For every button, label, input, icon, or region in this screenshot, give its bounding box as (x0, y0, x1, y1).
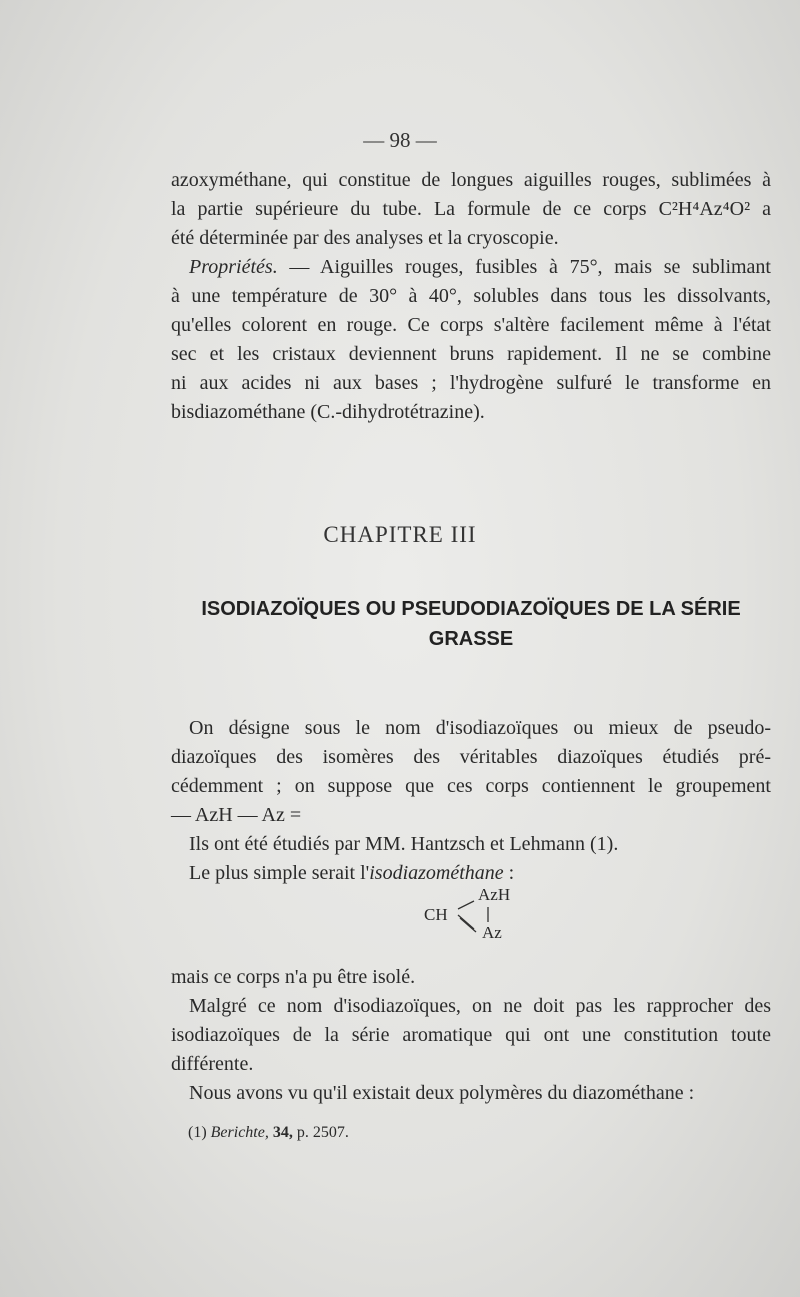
footnote (188, 1124, 349, 1142)
simplest-prefix: Le plus simple serait l' (189, 862, 370, 884)
text-line: été déterminée par des analyses et la cryoscopie. (171, 227, 559, 249)
text-line: différente. (171, 1053, 254, 1075)
text-line: Malgré ce nom d'isodiazoïques, on ne doit pas les rapprocher des (189, 995, 771, 1017)
section-title (171, 594, 771, 654)
text-line: qu'elles colorent en rouge. Ce corps s'altère facilement même à l'état (171, 314, 771, 336)
footnote-volume: 34, (272, 1124, 293, 1141)
footnote-page: p. 2507. (296, 1124, 349, 1141)
chapter-heading: CHAPITRE III (323, 522, 477, 547)
text-line: diazoïques des isomères des véritables diazoïques étudiés pré- (171, 746, 771, 768)
paragraph-isodiazoiques (171, 714, 771, 888)
footnote-journal: Berichte, (210, 1124, 269, 1141)
properties-line (171, 253, 771, 282)
formula-ch: CH (424, 905, 448, 924)
properties-label: Propriétés. (189, 256, 278, 278)
structural-formula (420, 885, 540, 945)
paragraph-conclusion (171, 963, 771, 1108)
text-line: la partie supérieure du tube. La formule de ce corps C²H⁴Az⁴O² a (171, 198, 771, 220)
simplest-suffix: : (503, 862, 515, 884)
page-number: — 98 — (363, 128, 437, 152)
footnote-marker: (1) (188, 1124, 207, 1141)
text-line: isodiazoïques de la série aromatique qui ont une constitution toute (171, 1024, 771, 1046)
text-line: On désigne sous le nom d'isodiazoïques ou mieux de pseudo- (189, 717, 771, 739)
isodiazomethane-term: isodiazométhane (369, 862, 504, 884)
properties-text: — Aiguilles rouges, fusibles à 75°, mais se sublimant (289, 256, 771, 278)
simplest-line (171, 859, 771, 888)
text-line: azoxyméthane, qui constitue de longues aiguilles rouges, sublimées à (171, 169, 771, 191)
text-line: Nous avons vu qu'il existait deux polymères du diazométhane : (189, 1082, 695, 1104)
text-line: Ils ont été étudiés par MM. Hantzsch et Lehmann (1). (189, 833, 619, 855)
text-line: mais ce corps n'a pu être isolé. (171, 966, 416, 988)
formula-az: Az (482, 923, 502, 942)
text-line: — AzH — Az = (171, 804, 302, 826)
text-line: bisdiazométhane (C.-dihydrotétrazine). (171, 401, 485, 423)
text-line: sec et les cristaux deviennent bruns rapidement. Il ne se combine (171, 343, 771, 365)
text-line: à une température de 30° à 40°, solubles dans tous les dissolvants, (171, 285, 771, 307)
text-line: cédemment ; on suppose que ces corps contiennent le groupement (171, 775, 771, 797)
section-title-line: ISODIAZOÏQUES OU PSEUDODIAZOÏQUES DE LA SÉRIE (201, 598, 741, 620)
paragraph-azoxymethane (171, 166, 771, 427)
section-title-line: GRASSE (428, 628, 514, 650)
formula-azh: AzH (478, 885, 511, 904)
text-line: ni aux acides ni aux bases ; l'hydrogène sulfuré le transforme en (171, 372, 771, 394)
